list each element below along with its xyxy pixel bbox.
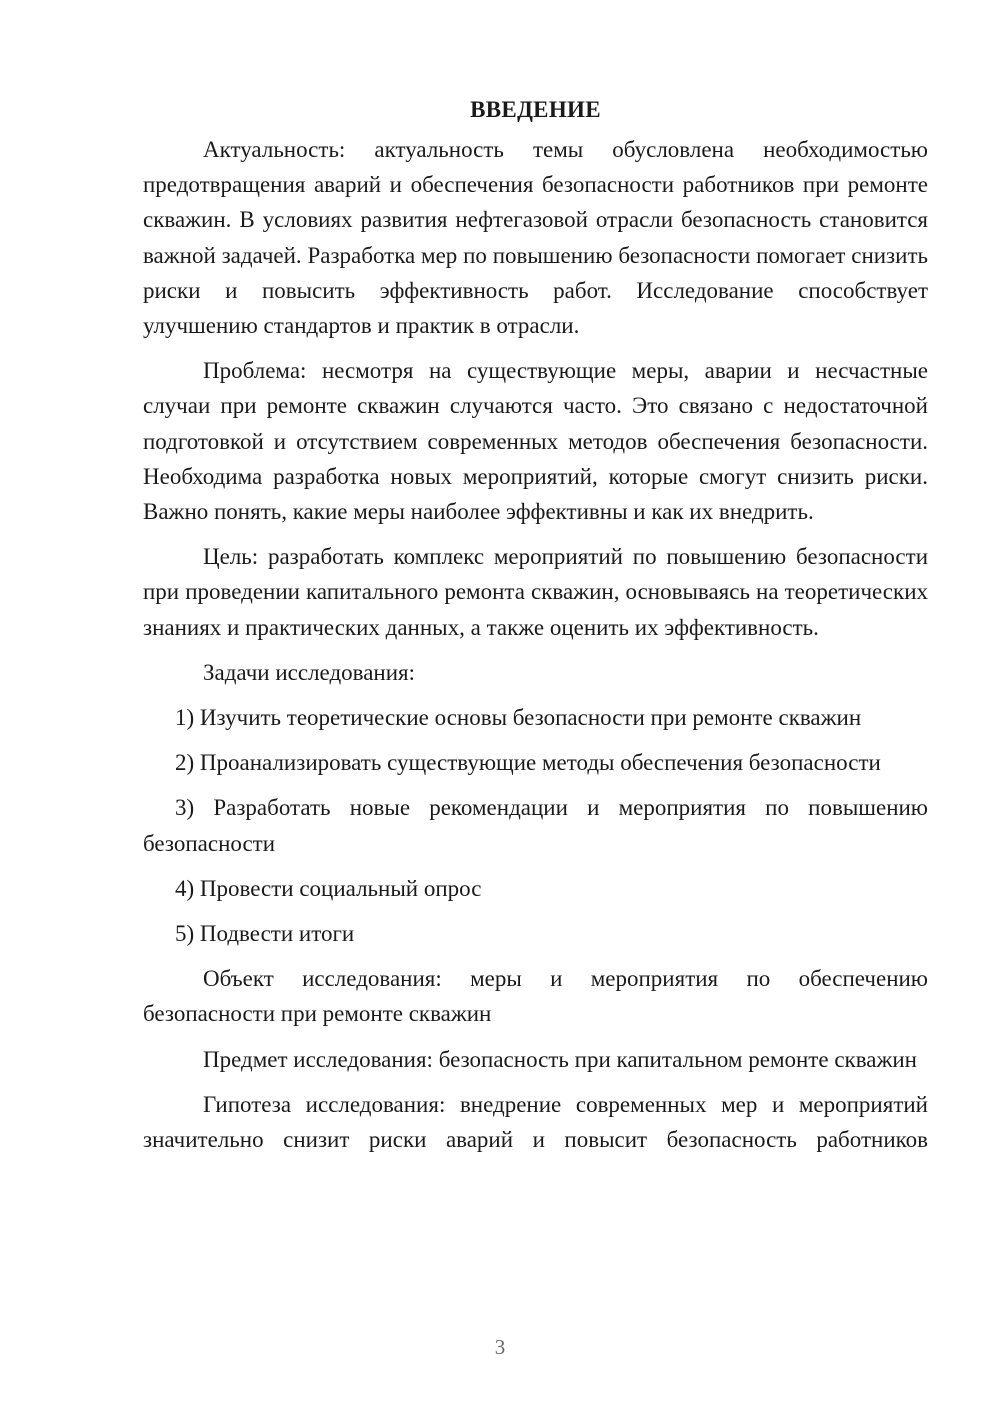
page-number: 3: [494, 1335, 506, 1359]
task-item-4: 4) Провести социальный опрос: [175, 875, 482, 901]
document-page: [143, 92, 928, 1167]
goal-paragraph: Цель: разработать комплекс мероприятий по повышению безопасности при проведении капитального ремонта скважин, основываясь на теоретических знаниях и практических данных, а также оценить их эффективность.: [143, 544, 928, 640]
relevance-paragraph: Актуальность: актуальность темы обусловлена необходимостью предотвращения аварий и обеспечения безопасности работников при ремонте скважин. В условиях развития нефтегазовой отрасли безопасность становится важной задачей. Разработка мер по повышению безопасности помогает снизить риски и повысить эффективность работ. Исследование способствует улучшению стандартов и практик в отрасли.: [143, 137, 928, 339]
task-item-5: 5) Подвести итоги: [175, 921, 355, 947]
hypothesis-paragraph: Гипотеза исследования: внедрение современных мер и мероприятий значительно снизит риски аварий и повысит безопасность работников: [143, 1091, 928, 1153]
tasks-heading: Задачи исследования:: [203, 659, 416, 685]
task-item-3: 3) Разработать новые рекомендации и мероприятия по повышению безопасности: [143, 795, 928, 856]
document-title: ВВЕДЕНИЕ: [470, 97, 601, 122]
problem-paragraph: Проблема: несмотря на существующие меры, аварии и несчастные случаи при ремонте скважин случаются часто. Это связано с недостаточной подготовкой и отсутствием современных методов обеспечения безопасности. Необходима разработка новых мероприятий, которые смогут снизить риски. Важно понять, какие меры наиболее эффективны и как их внедрить.: [143, 358, 928, 525]
object-paragraph: Объект исследования: меры и мероприятия по обеспечению безопасности при ремонте скважин: [143, 966, 928, 1027]
task-item-2: 2) Проанализировать существующие методы обеспечения безопасности: [175, 750, 881, 776]
subject-paragraph: Предмет исследования: безопасность при капитальном ремонте скважин: [203, 1046, 917, 1072]
task-item-1: 1) Изучить теоретические основы безопасности при ремонте скважин: [175, 705, 862, 731]
